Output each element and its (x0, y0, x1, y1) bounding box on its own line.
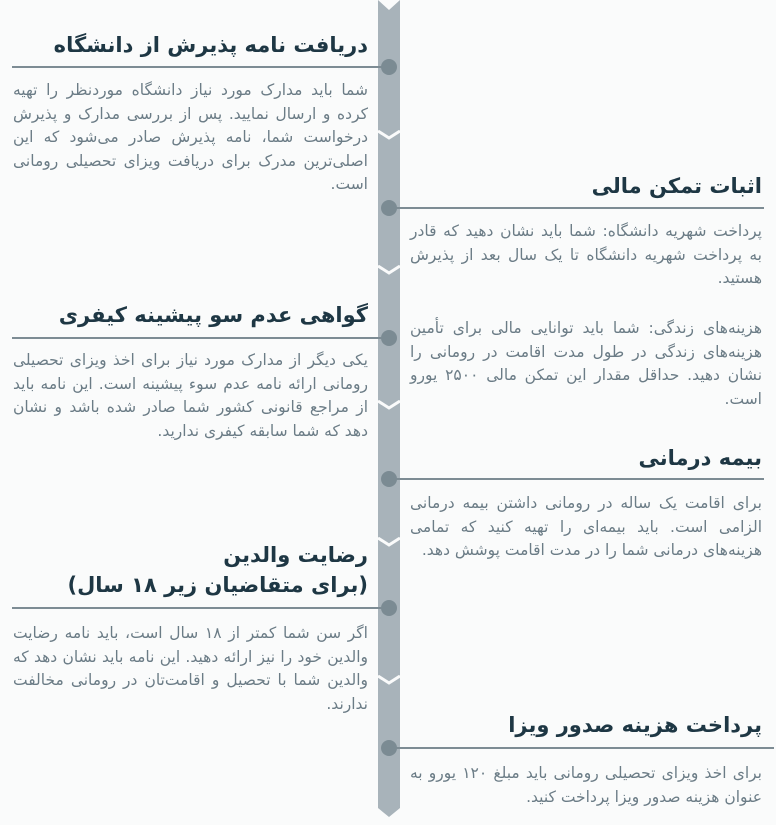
item-body: اگر سن شما کمتر از ۱۸ سال است، باید نامه رضایت والدین خود را نیز ارائه دهید. این نامه باید نشان دهد که والدین شما با تحصیل و اقامت‌تان در رومانی مخالفت ندارند. (13, 624, 368, 713)
item-title: گواهی عدم سو پیشینه کیفری (58, 303, 368, 327)
timeline-dot-icon (381, 330, 397, 346)
item-subtitle: (برای متقاضیان زیر ۱۸ سال) (67, 573, 368, 597)
item-body: شما باید مدارک مورد نیاز دانشگاه موردنظر را تهیه کرده و ارسال نمایید. پس از بررسی مدارک و پذیرش درخواست شما، نامه پذیرش صادر می‌شود که این اصلی‌ترین مدرک برای دریافت ویزای تحصیلی رومانی است. (13, 81, 368, 193)
item-body-living-costs: هزینه‌های زندگی: شما باید توانایی مالی برای تأمین هزینه‌های زندگی در طول مدت اقامت در رومانی را نشان دهید. حداقل مقدار این تمکن مالی ۲۵۰۰ یورو است. (410, 319, 763, 408)
timeline-dot-icon (381, 200, 397, 216)
item-title: رضایت والدین (223, 543, 368, 567)
timeline-dot-icon (381, 740, 397, 756)
divider (12, 607, 390, 609)
divider (389, 478, 764, 480)
divider (12, 66, 390, 68)
divider (389, 747, 774, 749)
chevron-down-icon (378, 265, 400, 275)
item-title: دریافت نامه پذیرش از دانشگاه (53, 33, 368, 57)
timeline-dot-icon (381, 59, 397, 75)
item-body: برای اخذ ویزای تحصیلی رومانی باید مبلغ ۱۲۰ یورو به عنوان هزینه صدور ویزا پرداخت کنید. (410, 764, 762, 806)
timeline-dot-icon (381, 600, 397, 616)
divider (12, 337, 390, 339)
item-body-tuition: پرداخت شهریه دانشگاه: شما باید نشان دهید که قادر به پرداخت شهریه دانشگاه تا یک سال بعد از پذیرش هستید. (410, 222, 762, 287)
divider (389, 207, 764, 209)
item-title: بیمه درمانی (638, 446, 762, 470)
item-title: پرداخت هزینه صدور ویزا (508, 713, 762, 737)
chevron-down-icon (378, 400, 400, 410)
chevron-down-icon (378, 675, 400, 685)
chevron-down-icon (378, 130, 400, 140)
timeline-dot-icon (381, 471, 397, 487)
item-title: اثبات تمکن مالی (591, 174, 762, 198)
item-body: برای اقامت یک ساله در رومانی داشتن بیمه درمانی الزامی است. باید بیمه‌ای را تهیه کنید که تمامی هزینه‌های درمانی شما را در مدت اقامت پوشش دهد. (410, 494, 762, 559)
chevron-down-icon (378, 537, 400, 547)
item-body: یکی دیگر از مدارک مورد نیاز برای اخذ ویزای تحصیلی رومانی ارائه نامه عدم سوء پیشینه است. این نامه باید از مراجع قانونی کشور شما صادر شده باشد و نشان دهد که شما سابقه کیفری ندارید. (13, 351, 368, 440)
